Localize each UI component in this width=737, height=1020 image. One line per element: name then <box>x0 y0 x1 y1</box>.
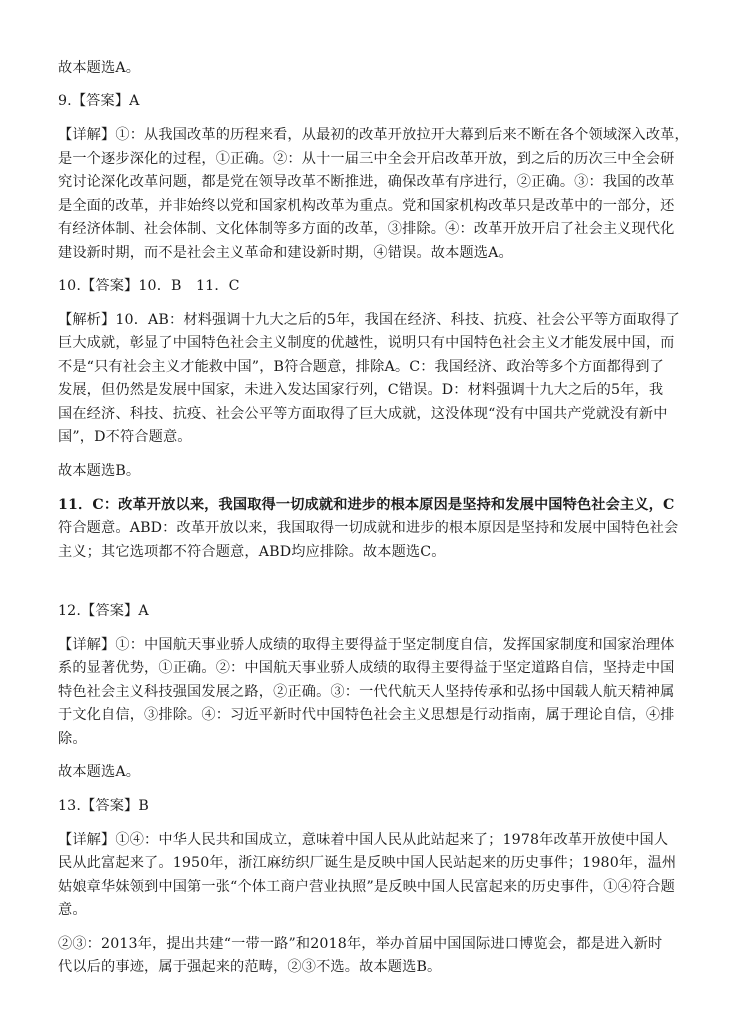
text-line: ②③：2013年，提出共建“一带一路”和2018年，举办首届中国国际进口博览会，都是进入新时 <box>58 936 663 952</box>
text-line: 是一个逐步深化的过程，①正确。②：从十一届三中全会开启改革开放，到之后的历次三中全会研 <box>58 151 675 167</box>
text-line: 故本题选B。 <box>58 463 141 479</box>
text-line: 【详解】①：中国航天事业骄人成绩的取得主要得益于坚定制度自信，发挥国家制度和国家治理体 <box>58 637 675 653</box>
text-line: 特色社会主义科技强国发展之路，②正确。③：一代代航天人坚持传承和弘扬中国载人航天精神属 <box>58 684 675 700</box>
answer-heading: 12.【答案】A <box>58 603 149 619</box>
text-line: 【解析】10．AB：材料强调十九大之后的5年，我国在经济、科技、抗疫、社会公平等方面取得了 <box>58 312 681 328</box>
text-line: 于文化自信，③排除。④：习近平新时代中国特色社会主义思想是行动指南，属于理论自信，④排 <box>58 707 675 723</box>
text-line: 代以后的事迹，属于强起来的范畴，②③不选。故本题选B。 <box>58 959 442 975</box>
text-line: 巨大成就，彰显了中国特色社会主义制度的优越性，说明只有中国特色社会主义才能发展中国，而 <box>58 335 675 351</box>
text-line: 故本题选A。 <box>58 764 141 780</box>
text-line: 【详解】①④：中华人民共和国成立，意味着中国人民从此站起来了；1978年改革开放使中国人 <box>58 832 669 848</box>
answer-heading: 9.【答案】A <box>58 93 140 109</box>
text-line: 是全面的改革，并非始终以党和国家机构改革为重点。党和国家机构改革只是改革中的一部分，还 <box>58 198 675 214</box>
text-line: 建设新时期，而不是社会主义革命和建设新时期，④错误。故本题选A。 <box>58 245 513 261</box>
answer-heading: 10.【答案】10．B 11．C <box>58 278 240 294</box>
text-line: 除。 <box>58 731 87 747</box>
answer-heading: 13.【答案】B <box>58 798 149 814</box>
text-line: 11．C：改革开放以来，我国取得一切成就和进步的根本原因是坚持和发展中国特色社会主义，C <box>58 497 675 513</box>
text-line: 国在经济、科技、抗疫、社会公平等方面取得了巨大成就，这没体现“没有中国共产党就没有新中 <box>58 406 668 422</box>
text-line: 系的显著优势，①正确。②：中国航天事业骄人成绩的取得主要得益于坚定道路自信，坚持走中国 <box>58 660 675 676</box>
text-line: 民从此富起来了。1950年，浙江麻纺织厂诞生是反映中国人民站起来的历史事件；1980年，温州 <box>58 855 677 871</box>
text-line: 有经济体制、社会体制、文化体制等多方面的改革，③排除。④：改革开放开启了社会主义现代化 <box>58 221 675 237</box>
text-line: 发展，但仍然是发展中国家，未进入发达国家行列，C错误。D：材料强调十九大之后的5年，我 <box>58 382 664 398</box>
text-line: 故本题选A。 <box>58 60 141 76</box>
text-line: 意。 <box>58 902 87 918</box>
text-line: 主义；其它选项都不符合题意，ABD均应排除。故本题选C。 <box>58 544 446 560</box>
text-line: 不是“只有社会主义才能救中国”，B符合题意，排除A。C：我国经济、政治等多个方面都得到了 <box>58 359 664 375</box>
text-line: 究讨论深化改革问题，都是党在领导改革不断推进，确保改革有序进行，②正确。③：我国的改革 <box>58 174 675 190</box>
text-line: 【详解】①：从我国改革的历程来看，从最初的改革开放拉开大幕到后来不断在各个领域深入改革， <box>58 127 689 143</box>
text-line: 国”，D不符合题意。 <box>58 429 192 445</box>
text-line: 符合题意。ABD：改革开放以来，我国取得一切成就和进步的根本原因是坚持和发展中国特色社会 <box>58 520 679 536</box>
text-line: 姑娘章华妹领到中国第一张“个体工商户营业执照”是反映中国人民富起来的历史事件，①④符合题 <box>58 879 675 895</box>
